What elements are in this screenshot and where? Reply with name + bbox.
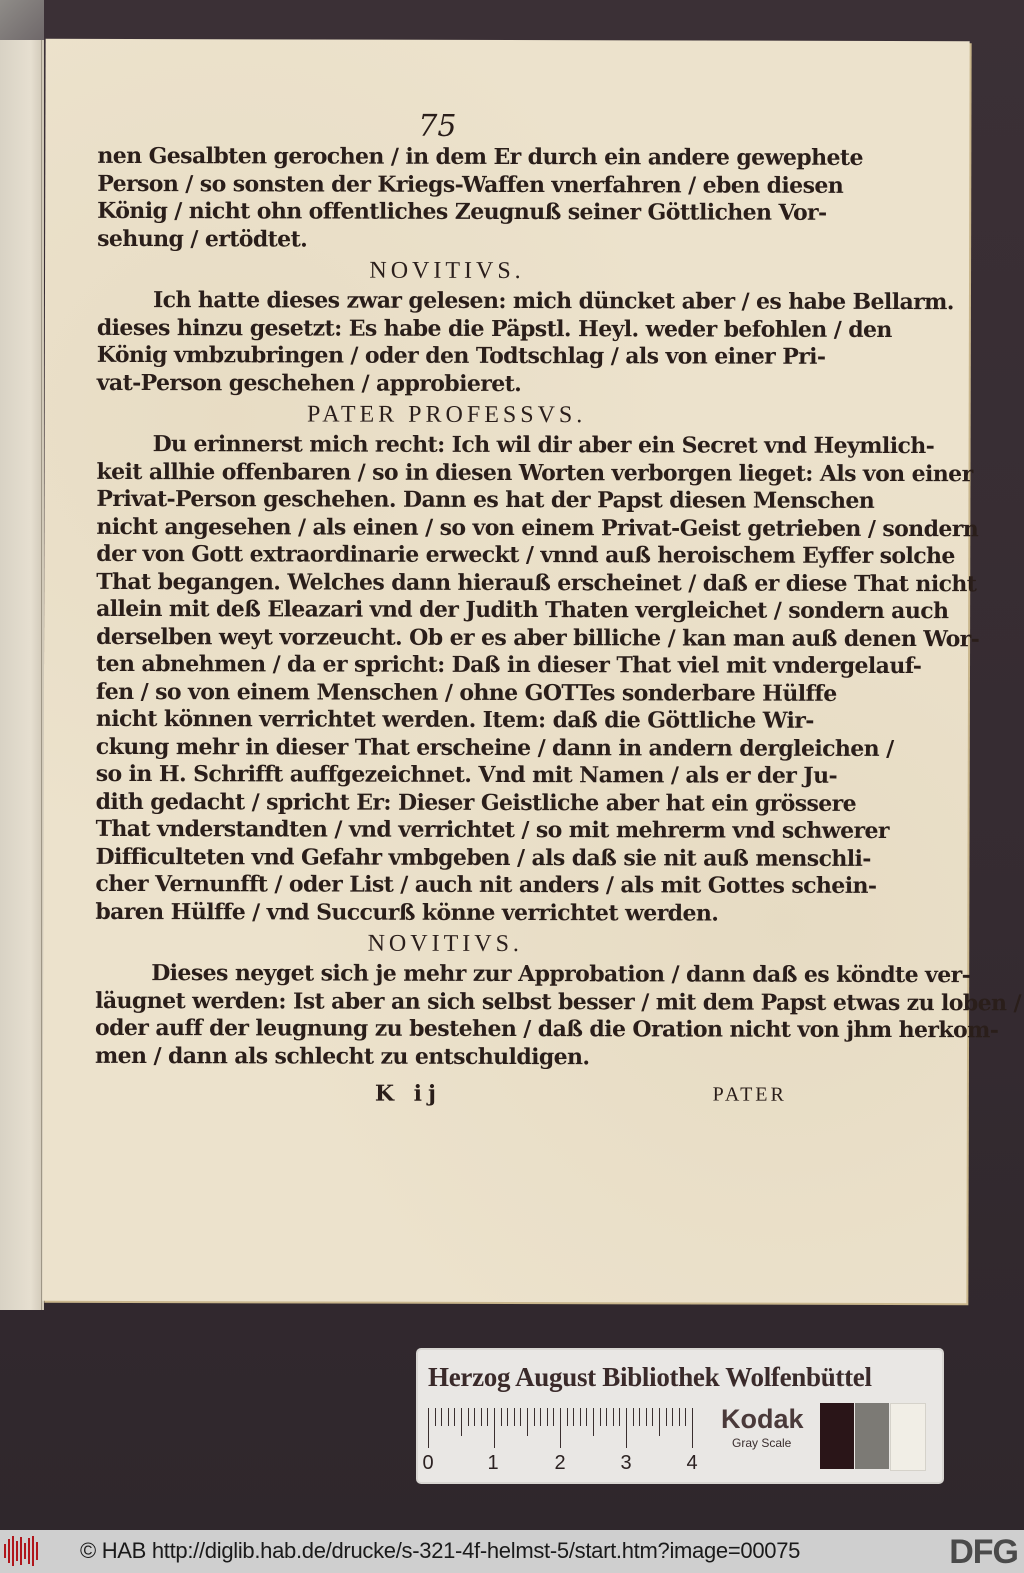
ruler (422, 1408, 698, 1478)
ruler-label: 2 (554, 1452, 566, 1474)
gray-swatch-black (820, 1403, 854, 1469)
text-line: oder auff der leugnung zu bestehen / daß die Oration nicht von jhm herkom- (95, 1014, 999, 1044)
gray-swatch-white (890, 1403, 926, 1471)
text-line: nen Gesalbten gerochen / in dem Er durch ein andere gewephete (97, 142, 863, 171)
text-line: ten abnehmen / da er spricht: Daß in dieser That viel mit vndergelauf- (95, 650, 922, 680)
ruler-tick (534, 1408, 535, 1426)
text-line: Difficulteten vnd Gefahr vmbgeben / als daß sie nit auß menschli- (95, 843, 871, 872)
ruler-tick (468, 1408, 469, 1426)
kodak-logo: Kodak (721, 1404, 804, 1434)
ruler-tick (646, 1408, 647, 1426)
ruler-tick (448, 1408, 449, 1426)
text-line: Dieses neyget sich je mehr zur Approbation / dann daß es köndte ver- (151, 960, 971, 989)
facing-page-edge (0, 40, 44, 1310)
text-line: vat-Person geschehen / approbieret. (96, 369, 522, 397)
ruler-tick (606, 1408, 607, 1426)
ruler-tick (481, 1408, 482, 1426)
ruler-tick (567, 1408, 568, 1426)
ruler-tick (514, 1408, 515, 1426)
text-line: baren Hülffe / vnd Succurß könne verrichtet werden. (95, 898, 719, 927)
text-line: dith gedacht / spricht Er: Dieser Geistliche aber hat ein grössere (95, 788, 857, 817)
speech-paragraph (94, 960, 1021, 1072)
ruler-tick (520, 1408, 521, 1426)
text-line: allein mit deß Eleazari vnd der Judith Thaten vergleichet / sondern auch (96, 595, 949, 625)
ruler-tick (560, 1408, 561, 1448)
ruler-tick (692, 1408, 693, 1448)
text-line: That begangen. Welches dann hierauß erscheinet / daß er diese That nicht (96, 568, 977, 597)
speech-paragraph (95, 431, 980, 928)
page-number: 75 (418, 108, 457, 144)
text-line: nicht können verrichtet werden. Item: daß die Göttliche Wir- (95, 705, 814, 734)
page-footer (95, 1080, 795, 1108)
ruler-tick (454, 1408, 455, 1426)
text-line: Privat-Person geschehen. Dann es hat der Papst diesen Menschen (96, 485, 875, 514)
speech-paragraph (96, 287, 954, 399)
text-line: cher Vernunfft / oder List / auch nit anders / als mit Gottes schein- (95, 870, 877, 899)
ruler-tick (600, 1408, 601, 1426)
text-line: König / nicht ohn offentliches Zeugnuß seiner Göttlichen Vor- (97, 197, 827, 226)
text-line: Ich hatte dieses zwar gelesen: mich düncket aber / es habe Bellarm. (152, 287, 954, 316)
color-calibration-card (418, 1350, 942, 1482)
text-line: keit allhie offenbaren / so in diesen Worten verborgen lieget: Als von einer (96, 458, 973, 487)
gray-scale-label: Gray Scale (732, 1436, 792, 1450)
ruler-tick (672, 1408, 673, 1426)
text-line: dieses hinzu gesetzt: Es habe die Päpstl. Heyl. weder befohlen / den (96, 314, 892, 343)
footer-bar (0, 1530, 1024, 1573)
ruler-tick (441, 1408, 442, 1426)
ruler-tick (540, 1408, 541, 1426)
text-line: so in H. Schrifft auffgezeichnet. Vnd mit Namen / als er der Ju- (95, 760, 838, 789)
ruler-tick (580, 1408, 581, 1426)
text-line: Person / so sonsten der Kriegs-Waffen vnerfahren / eben diesen (97, 170, 844, 199)
ruler-tick (586, 1408, 587, 1426)
ruler-tick (547, 1408, 548, 1426)
ruler-tick (527, 1408, 528, 1436)
hab-logo-icon (4, 1536, 44, 1566)
ruler-tick (501, 1408, 502, 1426)
ruler-tick (626, 1408, 627, 1448)
ruler-tick (619, 1408, 620, 1426)
ruler-tick (487, 1408, 488, 1426)
ruler-label: 0 (422, 1452, 434, 1474)
ruler-label: 4 (686, 1452, 698, 1474)
ruler-tick (435, 1408, 436, 1426)
ruler-tick (593, 1408, 594, 1436)
ruler-tick (507, 1408, 508, 1426)
text-line: nicht angesehen / als einen / so von einem Privat-Geist getrieben / sondern (96, 513, 979, 542)
text-line: fen / so von einem Menschen / ohne GOTTes sonderbare Hülffe (95, 678, 837, 707)
gray-swatch-mid (855, 1403, 889, 1469)
ruler-tick (685, 1408, 686, 1426)
text-line: sehung / ertödtet. (97, 225, 308, 252)
book-page (42, 39, 1021, 1303)
speaker-heading: NOVITIVS. (367, 930, 523, 958)
ruler-tick (679, 1408, 680, 1426)
catchword: PATER (712, 1083, 787, 1106)
opening-paragraph (97, 142, 863, 255)
ruler-tick (474, 1408, 475, 1426)
signature-mark: K ij (374, 1080, 443, 1107)
text-line: Du erinnerst mich recht: Ich wil dir aber ein Secret vnd Heymlich- (152, 431, 935, 460)
text-line: That vnderstandten / vnd verrichtet / so mit mehrerm vnd schwerer (95, 815, 889, 845)
page-text (94, 108, 1021, 1108)
ruler-tick (494, 1408, 495, 1448)
ruler-tick (639, 1408, 640, 1426)
ruler-tick (633, 1408, 634, 1426)
ruler-tick (666, 1408, 667, 1426)
copyright-link[interactable]: © HAB http://diglib.hab.de/drucke/s-321-4f-helmst-5/start.htm?image=00075 (80, 1538, 801, 1563)
ruler-label: 3 (620, 1452, 632, 1474)
library-name: Herzog August Bibliothek Wolfenbüttel (428, 1362, 872, 1392)
text-line: läugnet werden: Ist aber an sich selbst besser / mit dem Papst etwas zu loben / (95, 987, 1021, 1016)
dfg-logo: DFG (949, 1533, 1018, 1571)
text-line: König vmbzubringen / oder den Todtschlag / als von einer Pri- (96, 341, 826, 370)
text-line: derselben weyt vorzeucht. Ob er es aber billiche / kan man auß denen Wor- (96, 623, 980, 652)
text-line: ckung mehr in dieser That erscheine / dann in andern dergleichen / (95, 733, 894, 762)
ruler-label: 1 (487, 1452, 499, 1474)
ruler-tick (659, 1408, 660, 1436)
ruler-tick (428, 1408, 429, 1448)
text-line: der von Gott extraordinarie erweckt / vnnd auß heroischem Eyffer solche (96, 540, 955, 570)
book-corner-shadow (0, 0, 44, 44)
ruler-tick (652, 1408, 653, 1426)
ruler-tick (461, 1408, 462, 1436)
text-line: men / dann als schlecht zu entschuldigen. (94, 1042, 590, 1070)
ruler-tick (553, 1408, 554, 1426)
speaker-heading: PATER PROFESSVS. (307, 401, 587, 429)
speaker-heading: NOVITIVS. (369, 257, 525, 285)
ruler-tick (573, 1408, 574, 1426)
ruler-tick (613, 1408, 614, 1426)
